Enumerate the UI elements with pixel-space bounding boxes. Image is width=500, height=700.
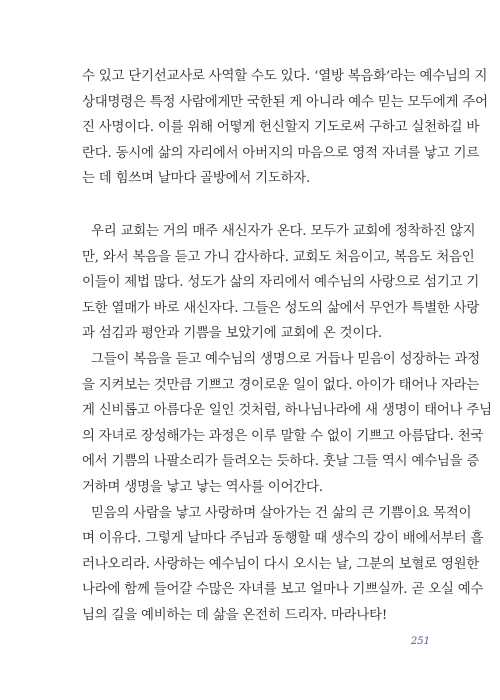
text-line: 러나오리라. 사랑하는 예수님이 다시 오시는 날, 그분의 보혈로 영원한 <box>82 556 480 572</box>
text-line: 이들이 제법 많다. 성도가 삶의 자리에서 예수님의 사랑으로 섬기고 기 <box>82 275 480 291</box>
text-line: 란다. 동시에 삶의 자리에서 아버지의 마음으로 영적 자녀를 낳고 기르 <box>82 145 480 161</box>
paragraph-2 <box>82 219 480 347</box>
text-line: 도한 열매가 바로 새신자다. 그들은 성도의 삶에서 무언가 특별한 사랑 <box>82 300 480 316</box>
text-line: 만, 와서 복음을 듣고 가니 감사하다. 교회도 처음이고, 복음도 처음인 <box>82 249 475 265</box>
text-line: 나라에 함께 들어갈 수많은 자녀를 보고 얼마나 기쁘실까. 곧 오실 예수 <box>82 582 484 598</box>
paragraph-3 <box>82 347 492 501</box>
paragraph-spacer <box>82 192 420 219</box>
paragraph-4 <box>82 501 484 629</box>
text-line: 에서 기쁨의 나팔소리가 들려오는 듯하다. 훗날 그들 역시 예수님을 증 <box>82 454 480 470</box>
body-text <box>82 64 492 628</box>
text-line: 믿음의 사람을 낳고 사랑하며 살아가는 건 삶의 큰 기쁨이요 목적이 <box>91 505 472 521</box>
text-line: 게 신비롭고 아름다운 일인 것처럼, 하나님나라에 새 생명이 태어나 주님 <box>82 403 492 419</box>
paragraph-1 <box>82 64 488 192</box>
text-line: 거하며 생명을 낳고 낳는 역사를 이어간다. <box>82 479 323 495</box>
text-line: 진 사명이다. 이를 위해 어떻게 헌신할지 기도로써 구하고 실천하길 바 <box>82 120 480 136</box>
text-line: 과 섬김과 평안과 기쁨을 보았기에 교회에 온 것이다. <box>82 326 382 342</box>
text-line: 을 지켜보는 것만큼 기쁘고 경이로운 일이 없다. 아이가 태어나 자라는 <box>82 377 480 393</box>
page-number: 251 <box>410 636 430 647</box>
text-line: 며 이유다. 그렇게 날마다 주님과 동행할 때 생수의 강이 배에서부터 흘 <box>82 531 484 547</box>
text-line: 님의 길을 예비하는 데 삶을 온전히 드리자. 마라나타! <box>82 607 388 623</box>
text-line: 의 자녀로 장성해가는 과정은 이루 말할 수 없이 기쁘고 아름답다. 천국 <box>82 428 484 444</box>
text-line: 그들이 복음을 듣고 예수님의 생명으로 거듭나 믿음이 성장하는 과정 <box>91 351 481 367</box>
text-line: 상대명령은 특정 사람에게만 국한된 게 아니라 예수 믿는 모두에게 주어 <box>82 94 488 110</box>
text-line: 수 있고 단기선교사로 사역할 수도 있다. ‘열방 복음화’라는 예수님의 지 <box>82 69 488 84</box>
text-line: 는 데 힘쓰며 날마다 골방에서 기도하자. <box>82 171 311 187</box>
text-line: 우리 교회는 거의 매주 새신자가 온다. 모두가 교회에 정착하진 않지 <box>91 223 476 239</box>
